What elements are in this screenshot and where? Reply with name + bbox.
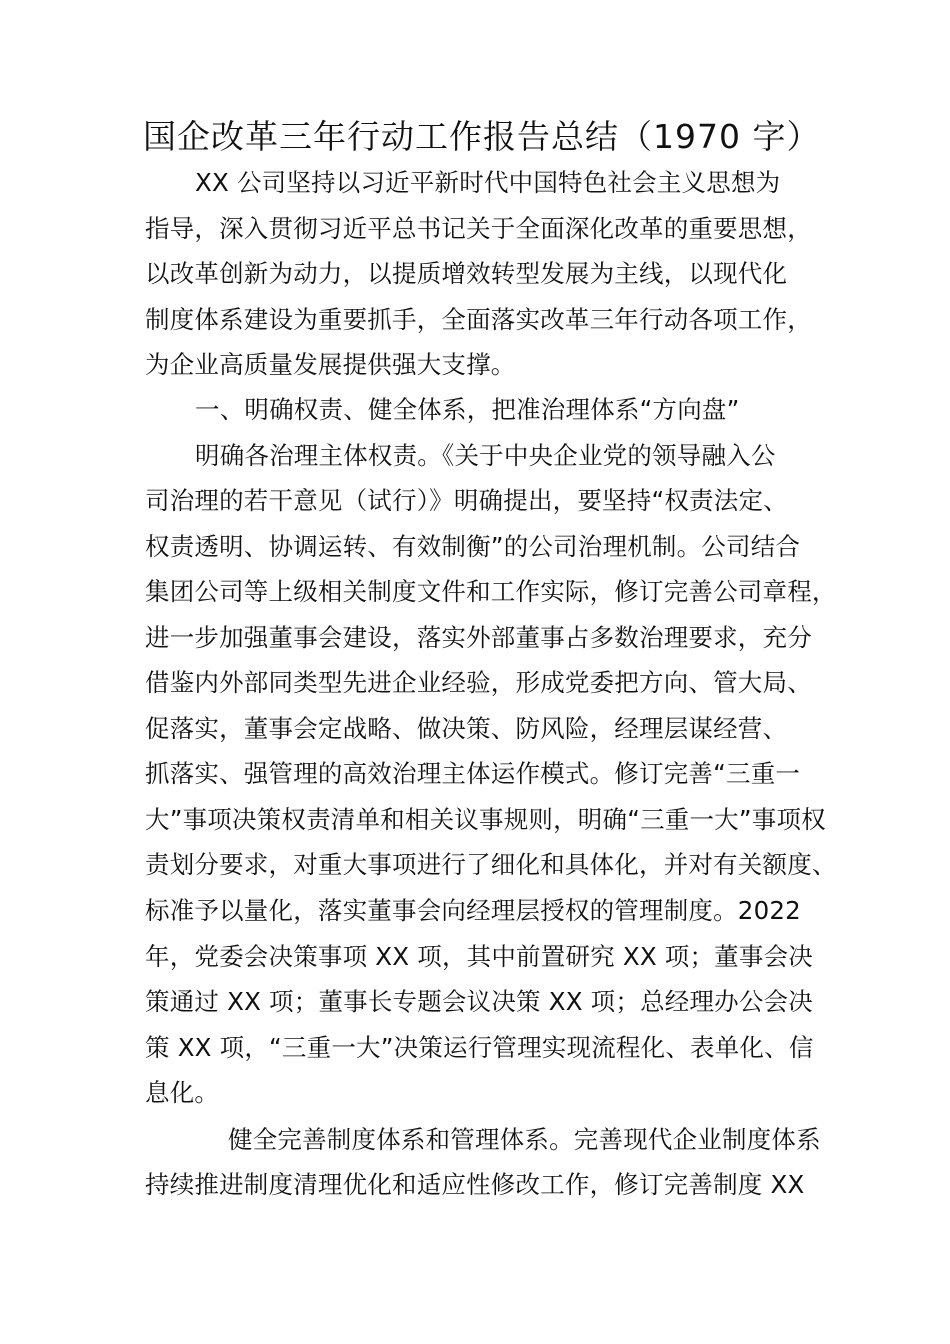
paragraph-line: 借鉴内外部同类型先进企业经验，形成党委把方向、管大局、 [145,668,812,697]
paragraph-line: 年，党委会决策事项 XX 项，其中前置研究 XX 项；董事会决 [145,942,813,971]
section-heading: 一、明确权责、健全体系，把准治理体系“方向盘” [195,395,740,424]
paragraph-line: 抓落实、强管理的高效治理主体运作模式。修订完善“三重一 [145,759,801,788]
document-title: 国企改革三年行动工作报告总结（1970 字） [143,117,821,156]
paragraph-line: XX 公司坚持以习近平新时代中国特色社会主义思想为 [195,168,781,197]
paragraph-line: 集团公司等上级相关制度文件和工作实际，修订完善公司章程， [145,577,837,606]
paragraph-line: 司治理的若干意见（试行）》明确提出，要坚持“权责法定、 [145,486,788,515]
paragraph-line: 明确各治理主体权责。《关于中央企业党的领导融入公 [195,441,776,470]
paragraph-line: 责划分要求，对重大事项进行了细化和具体化，并对有关额度、 [145,850,837,879]
paragraph-line: 策 XX 项，“三重一大”决策运行管理实现流程化、表单化、信 [145,1033,814,1062]
paragraph-line: 权责透明、协调运转、有效制衡”的公司治理机制。公司结合 [145,532,801,561]
paragraph-line: 为企业高质量发展提供强大支撑。 [145,350,516,379]
paragraph-line: 制度体系建设为重要抓手，全面落实改革三年行动各项工作， [145,305,812,334]
paragraph-line: 策通过 XX 项；董事长专题会议决策 XX 项；总经理办公会决 [145,987,813,1016]
paragraph-line: 进一步加强董事会建设，落实外部董事占多数治理要求，充分 [145,623,812,652]
paragraph-line: 大”事项决策权责清单和相关议事规则，明确“三重一大”事项权 [145,805,826,834]
paragraph-line: 以改革创新为动力，以提质增效转型发展为主线，以现代化 [145,259,788,288]
paragraph-line: 标准予以量化，落实董事会向经理层授权的管理制度。2022 [145,896,801,925]
paragraph-line: 指导，深入贯彻习近平总书记关于全面深化改革的重要思想， [145,214,812,243]
paragraph-line: 持续推进制度清理优化和适应性修改工作，修订完善制度 XX [145,1170,805,1199]
paragraph-line: 健全完善制度体系和管理体系。完善现代企业制度体系 [228,1125,821,1154]
paragraph-line: 息化。 [145,1078,220,1107]
paragraph-line: 促落实，董事会定战略、做决策、防风险，经理层谋经营、 [145,714,788,743]
